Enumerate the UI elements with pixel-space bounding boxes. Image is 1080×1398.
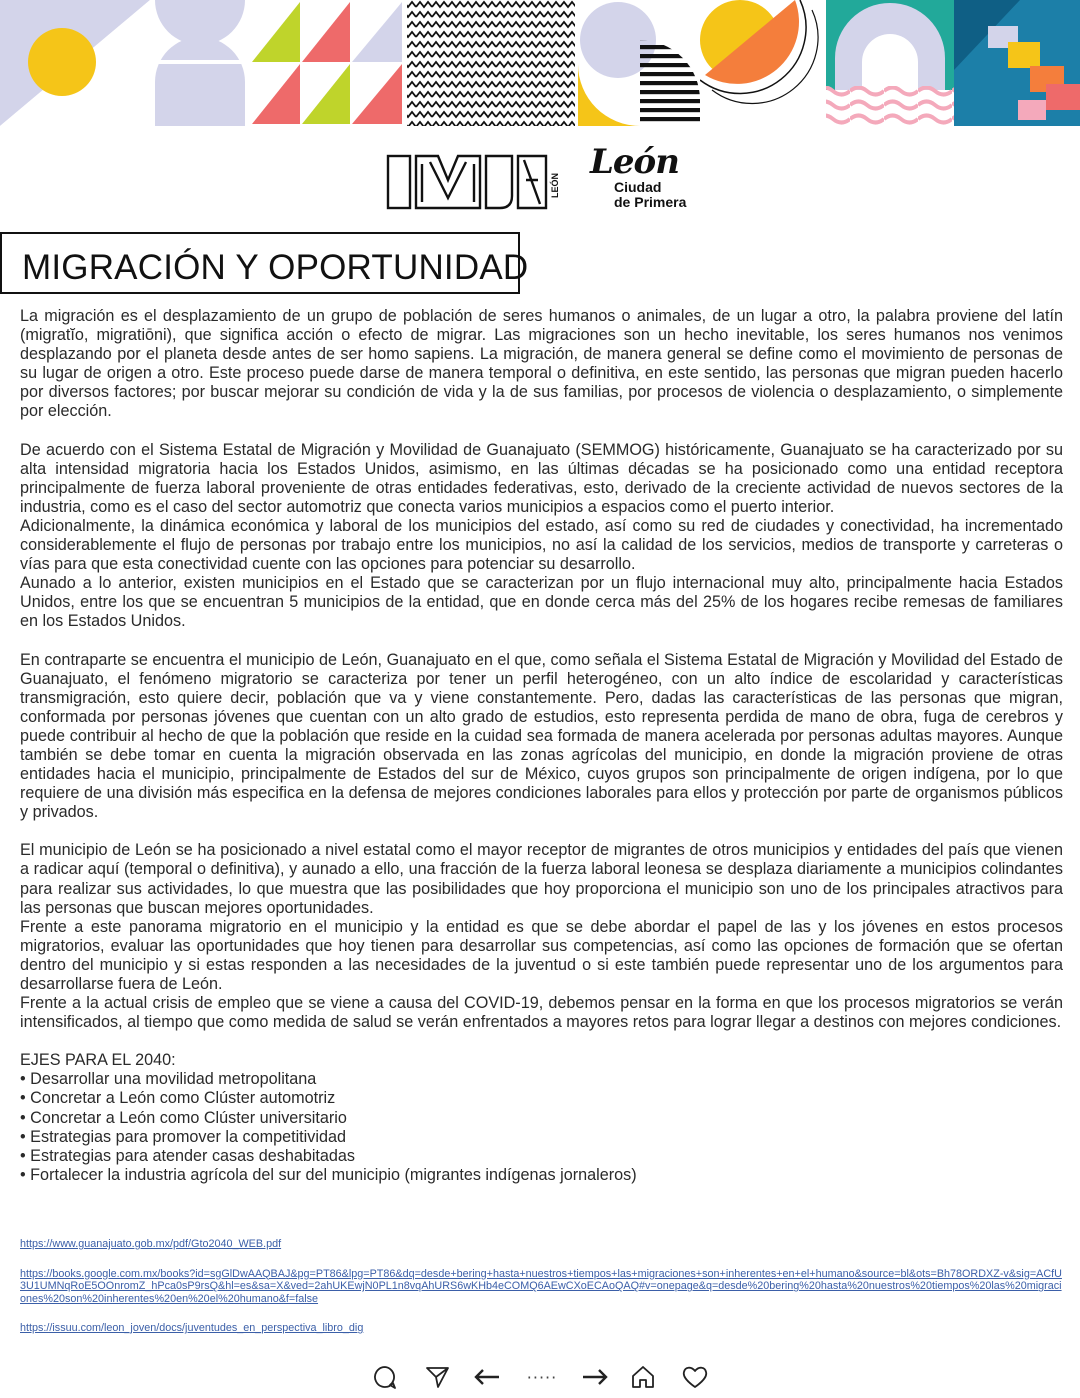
banner-tile-zigzag: [407, 0, 575, 126]
paragraph: La migración es el desplazamiento de un grupo de población de seres humanos o animales, de un lugar a otro, la palabra proviene del latín (migratĭo, migratiōni), que significa acción o efecto de migrar. Las migraciones son un hecho inevitable, los seres humanos nos venimos desplazando por el planeta desde antes de ser homo sapiens. La migración, de manera general se define como el movimiento de personas de su lugar de origen a otro. Este proceso puede darse de manera temporal o definitiva, en este sentido, las personas que migran pueden hacerlo por diversos factores; por buscar mejorar su condición de vida y la de sus familias, por procesos de violencia o desplazamiento, o simplemente por elección.: [20, 307, 1063, 421]
decorative-banner: [0, 0, 1080, 126]
logos-row: [0, 140, 1080, 220]
share-button[interactable]: [420, 1360, 454, 1394]
ejes-section: [20, 1051, 1063, 1185]
leon-logo: [590, 144, 700, 218]
prev-button[interactable]: [470, 1360, 504, 1394]
paragraph: Aunado a lo anterior, existen municipios en el Estado que se caracterizan por un flujo internacional muy alto, principalmente hacia Estados Unidos, entre los que se encuentran 5 municipios de la entidad, que en donde cerca más del 25% de los hogares recibe remesas de familiares en los Estados Unidos.: [20, 574, 1063, 631]
paragraph: Frente a la actual crisis de empleo que se viene a causa del COVID-19, debemos pensar en la forma en que los procesos migratorios se verán intensificados, al tiempo que como medida de salud se verán enfrentados a mayores retos para lograr llegar a destinos con mejores condiciones.: [20, 994, 1063, 1032]
leon-logo-title: León: [590, 142, 679, 182]
list-item: • Desarrollar una movilidad metropolitana: [20, 1070, 1063, 1089]
banner-tile-stripes: [575, 0, 700, 126]
list-item: • Concretar a León como Clúster automotriz: [20, 1089, 1063, 1108]
paragraph: De acuerdo con el Sistema Estatal de Migración y Movilidad de Guanajuato (SEMMOG) históricamente, Guanajuato se ha caracterizado por su alta intensidad migratoria hacia los Estados Unidos, asimismo, en las últimas décadas se ha posicionado como una entidad receptora principalmente de fuerza laboral proveniente de otras entidades federativas, esto, derivado de la creciente actividad de nuevos sectores de la industria, como es el caso del sector automotriz que conecta varios municipios a espacios como el puerto interior.: [20, 440, 1063, 516]
list-item: • Concretar a León como Clúster universitario: [20, 1109, 1063, 1128]
reference-link[interactable]: https://books.google.com.mx/books?id=sgGlDwAAQBAJ&pg=PT86&lpg=PT86&dq=desde+bering+hasta+nuestros+tiempos+las+migraciones+son+inherentes+en+el+humano&source=bl&ots=Bh78ORDXZ-v&sig=ACfU3U1UMNqRoE5OOnromZ_hPca0sP9rsQ&hl=es&sa=X&ved=2ahUKEwjN0PL1n8vqAhURS6wKHb4eCOMQ6AEwCXoECAoQAQ#v=onepage&q=desde%20bering%20hasta%20nuestros%20tiempos%20las%20migraciones%20son%20inherentes%20en%20el%20humano&f=false: [20, 1267, 1062, 1305]
comment-icon: [372, 1364, 398, 1390]
article-body: [20, 307, 1063, 1185]
comment-button[interactable]: [368, 1360, 402, 1394]
paragraph: Frente a este panorama migratorio en el municipio y la entidad es que se debe abordar el papel de las y los jóvenes en estos procesos migratorios, evaluar las oportunidades que hoy tienen para desarrollar sus competencias, así como las opciones de formación que se ofertan dentro del municipio y si estas responden a las necesidades de la juventud o si este también puede representar uno de los argumentos para desarrollarse fuera de León.: [20, 917, 1063, 993]
page-dots: ·····: [526, 1367, 558, 1387]
ejes-list: [20, 1070, 1063, 1185]
paragraph: Adicionalmente, la dinámica económica y laboral de los municipios del estado, así como su red de ciudades y conectividad, ha incrementado considerablemente el flujo de personas por trabajo entre los municipios, no así la calidad de los servicios, medios de transporte y carreteras o vías para que esta conectividad cuente con las opciones para potenciar su desarrollo.: [20, 516, 1063, 574]
next-button[interactable]: [578, 1360, 612, 1394]
banner-tile-blocks: [954, 0, 1080, 126]
leon-logo-sub2: de Primera: [614, 194, 687, 210]
page-title: MIGRACIÓN Y OPORTUNIDAD: [22, 248, 529, 287]
home-icon: [630, 1364, 656, 1390]
banner-tile-circle: [0, 0, 150, 126]
bottom-nav: [360, 1360, 720, 1394]
reference-link[interactable]: https://www.guanajuato.gob.mx/pdf/Gto2040_WEB.pdf: [20, 1238, 282, 1250]
paragraph: En contraparte se encuentra el municipio de León, Guanajuato en el que, como señala el Sistema Estatal de Migración y Movilidad del Estado de Guanajuato, el fenómeno migratorio se caracteriza por tener un perfil heterogéneo, con un alto índice de escolaridad y características transmigración, esto quiere decir, población que va y viene constantemente. Pero, dadas las características de las personas que migran, conformada por personas jóvenes que cuentan con un alto grado de estudios, esto representa perdida de mano de obra, fuga de cerebros y puede contribuir al hecho de que la población que reside en la cuidad sea formada de manera acelerada por personas adultas mayores. Aunque también se debe tomar en cuenta la migración observada en las zonas agrícolas del municipio, en donde la migración proviene de otras entidades hacia el municipio, principalmente de Estados del sur de México, cuyos grupos son principalmente de origen indígena, por lo que requiere de una división más especifica en la defensa de mejores condiciones laborales para ellos y protección por parte de organismos públicos y privados.: [20, 650, 1063, 822]
list-item: • Fortalecer la industria agrícola del sur del municipio (migrantes indígenas jornaleros): [20, 1166, 1063, 1185]
imju-logo: [386, 150, 566, 212]
arrow-right-icon: [581, 1367, 609, 1387]
reference-link[interactable]: https://issuu.com/leon_joven/docs/juventudes_en_perspectiva_libro_dig: [20, 1322, 364, 1335]
leon-logo-sub1: Ciudad: [614, 179, 662, 195]
banner-tile-semicircles: [150, 0, 250, 126]
home-button[interactable]: [626, 1360, 660, 1394]
heart-icon: [681, 1364, 709, 1390]
title-box: [0, 232, 529, 294]
send-icon: [424, 1364, 450, 1390]
references: [20, 1238, 1063, 1335]
banner-tile-arch: [826, 0, 954, 126]
ejes-heading: EJES PARA EL 2040:: [20, 1051, 176, 1070]
banner-tile-triangles: [250, 0, 405, 126]
paragraph: El municipio de León se ha posicionado a nivel estatal como el mayor receptor de migrantes de otros municipios y entidades del país que vienen a radicar aquí (temporal o definitiva), y aunado a ello, una fracción de la fuerza laboral leonesa se desplaza diariamente a municipios colindantes para realizar sus actividades, lo que muestra que las posibilidades que hoy proporciona el municipio son uno de los principales atractivos para las personas que buscan mejores oportunidades.: [20, 841, 1063, 917]
like-button[interactable]: [678, 1360, 712, 1394]
list-item: • Estrategias para promover la competitividad: [20, 1128, 1063, 1147]
arrow-left-icon: [473, 1367, 501, 1387]
list-item: • Estrategias para atender casas deshabitadas: [20, 1147, 1063, 1166]
banner-tile-half-moon: [700, 0, 826, 126]
imju-logo-sub: LEÓN: [550, 172, 560, 198]
